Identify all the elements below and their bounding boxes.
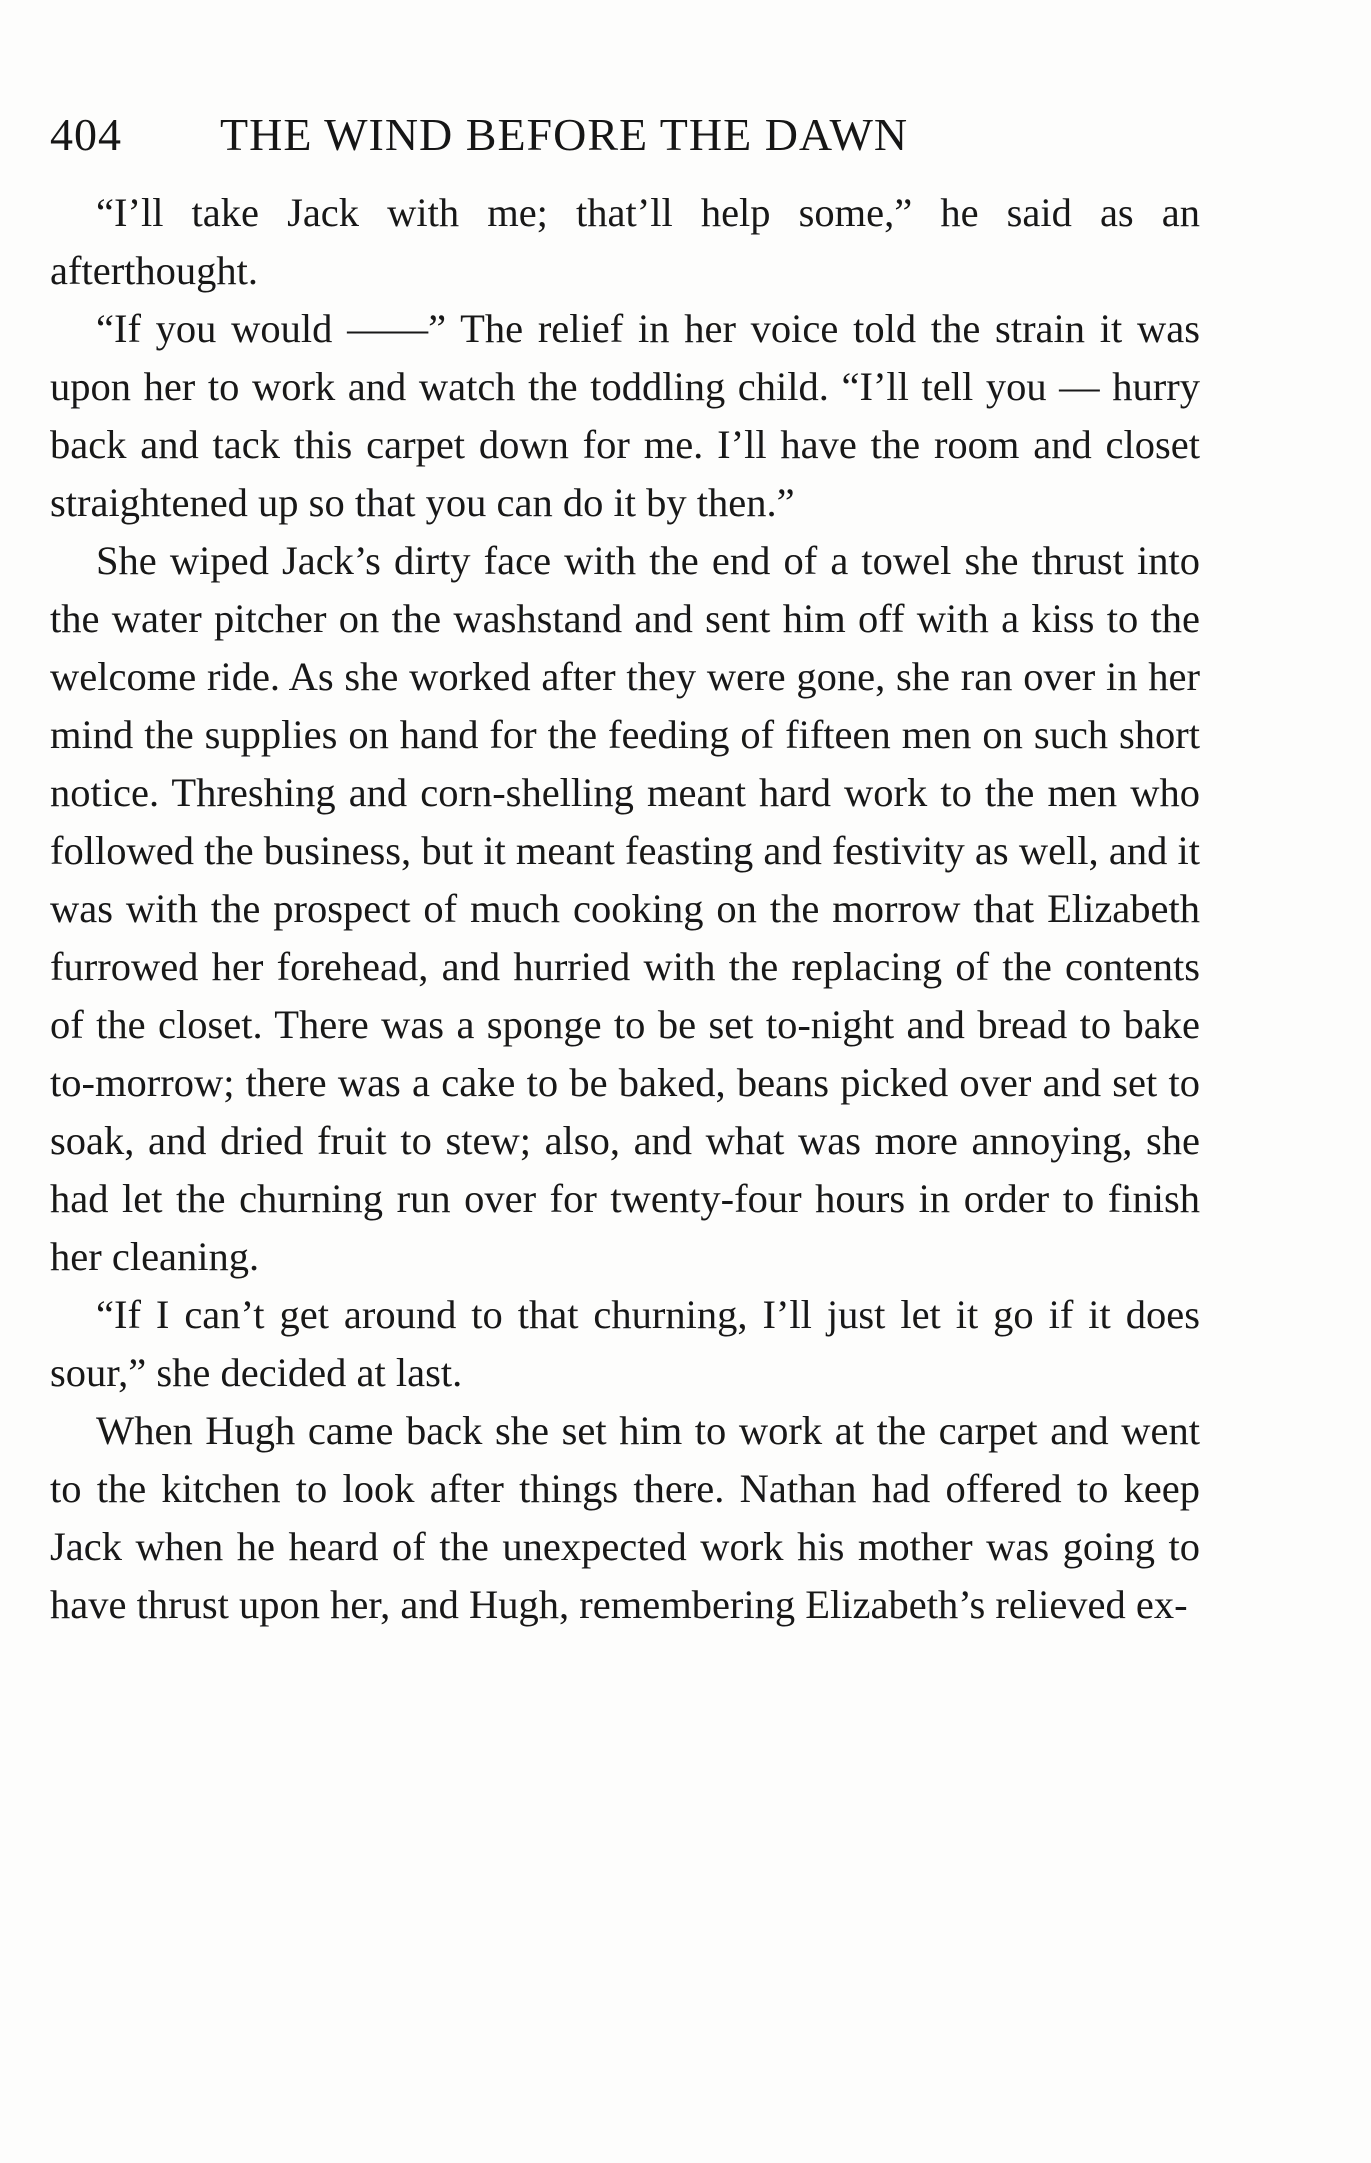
paragraph-4: “If I can’t get around to that churning, I’ll just let it go if it does sour,” she decided at last. xyxy=(50,1292,1200,1395)
page-header xyxy=(50,108,1200,168)
running-title: THE WIND BEFORE THE DAWN xyxy=(220,109,909,160)
page-number: 404 xyxy=(50,109,122,160)
body-text xyxy=(50,184,1200,1634)
paragraph-3: She wiped Jack’s dirty face with the end of a towel she thrust into the water pitcher on the washstand and sent him off with a kiss to the welcome ride. As she worked after they were gone, she ran over in her mind the supplies on hand for the feeding of fifteen men on such short notice. Threshing and corn-shelling meant hard work to the men who followed the business, but it meant feasting and festivity as well, and it was with the prospect of much cooking on the morrow that Elizabeth furrowed her forehead, and hurried with the replacing of the contents of the closet. There was a sponge to be set to-night and bread to bake to-morrow; there was a cake to be baked, beans picked over and set to soak, and dried fruit to stew; also, and what was more annoying, she had let the churning run over for twenty-four hours in order to finish her cleaning. xyxy=(50,538,1200,1279)
paragraph-5: When Hugh came back she set him to work at the carpet and went to the kitchen to look after things there. Nathan had offered to keep Jack when he heard of the unexpected work his mother was going to have thrust upon her, and Hugh, remembering Elizabeth’s relieved ex- xyxy=(50,1408,1200,1627)
paragraph-1: “I’ll take Jack with me; that’ll help some,” he said as an afterthought. xyxy=(50,190,1200,293)
paragraph-2: “If you would ——” The relief in her voice told the strain it was upon her to work and watch the toddling child. “I’ll tell you — hurry back and tack this carpet down for me. I’ll have the room and closet straightened up so that you can do it by then.” xyxy=(50,306,1200,525)
